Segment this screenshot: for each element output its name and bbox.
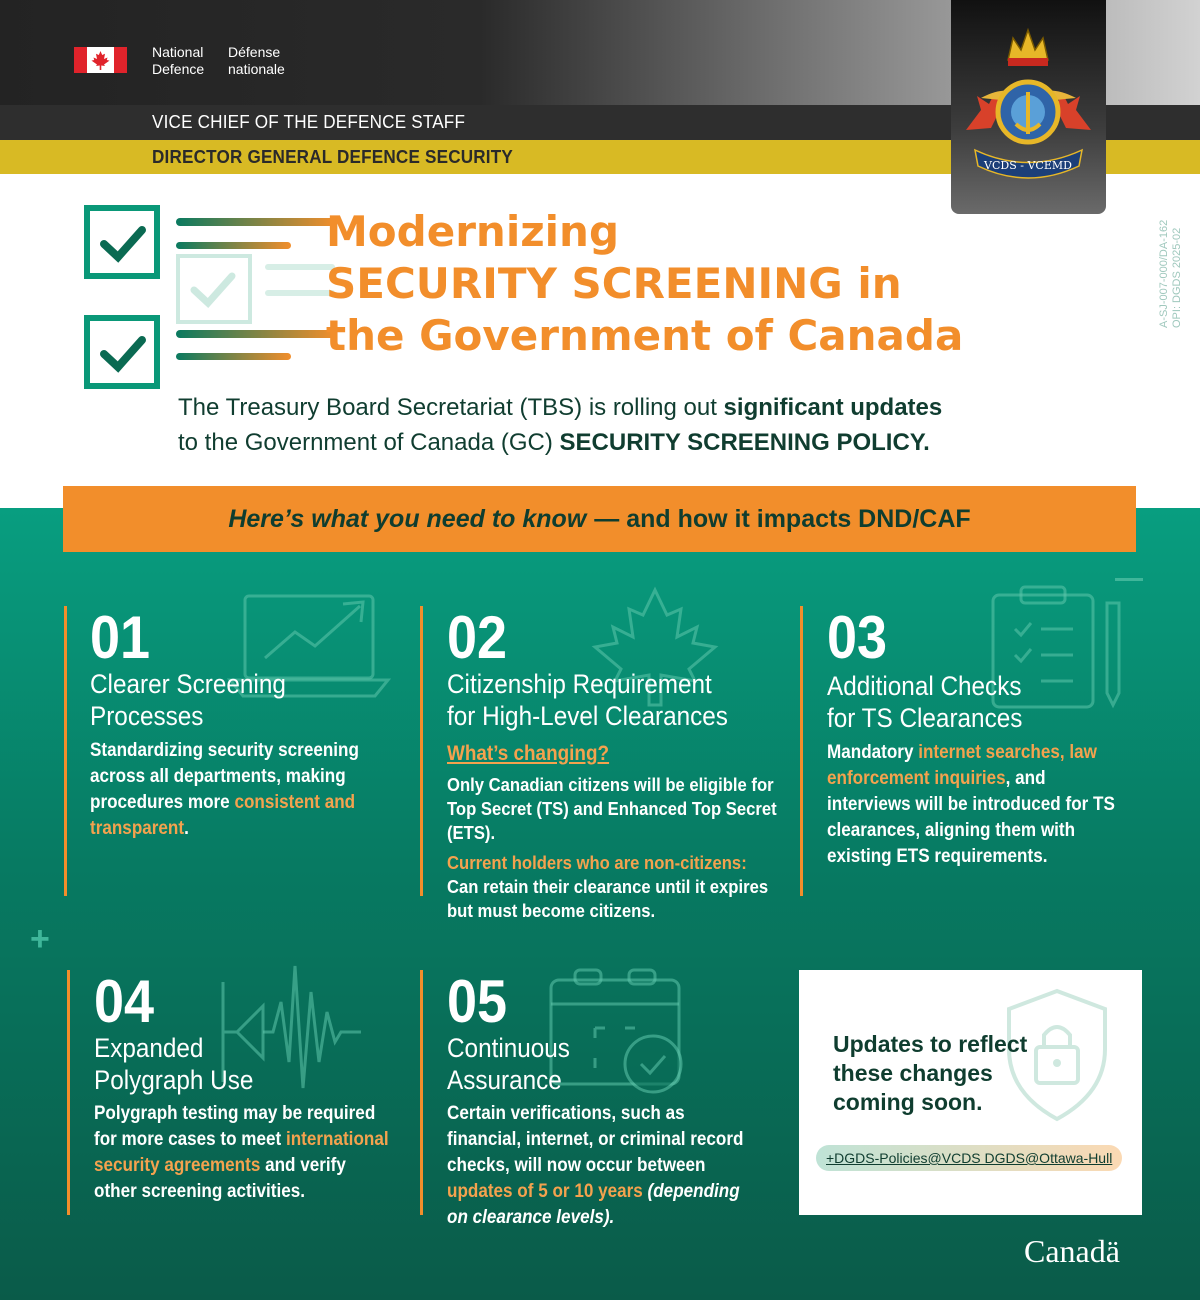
section-01-number: 01	[90, 604, 151, 671]
dash-decoration-icon	[1115, 578, 1143, 581]
section-03-heading: Additional Checks for TS Clearances	[827, 671, 1023, 733]
section-04-bar	[67, 970, 70, 1215]
dept-name-en: National Defence	[152, 44, 205, 77]
section-03-number: 03	[827, 604, 888, 671]
section-03-bar	[800, 606, 803, 896]
section-04-number: 04	[94, 968, 155, 1035]
section-02-heading: Citizenship Requirement for High-Level Clearances	[447, 669, 728, 731]
section-03-body: Mandatory internet searches, law enforcement inquiries, and interviews will be introduced for TS clearances, aligning them with existing ETS requirements.	[827, 742, 1115, 867]
emblem-motto: VCDS - VCEMD	[984, 159, 1072, 172]
section-04-body: Polygraph testing may be required for more cases to meet international security agreements and verify other screening activities.	[94, 1103, 389, 1202]
vcds-badge-icon	[951, 0, 1106, 214]
document-reference: A-SJ-007-000/DA-162 OPI: DGDS 2025-02	[1158, 219, 1183, 328]
section-01-body: Standardizing security screening across all departments, making procedures more consistent and transparent.	[90, 740, 359, 839]
vcds-label: VICE CHIEF OF THE DEFENCE STAFF	[152, 112, 466, 132]
updates-message: Updates to reflect these changes coming soon.	[833, 1031, 1028, 1115]
section-02-subhead: What’s changing?	[447, 742, 610, 765]
key-info-banner: Here’s what you need to know — and how it impacts DND/CAF	[63, 486, 1136, 552]
vcds-emblem	[951, 0, 1106, 214]
checklist-illustration	[80, 200, 340, 395]
canada-flag-icon	[74, 47, 127, 73]
page-title: Modernizing SECURITY SCREENING in the Government of Canada	[326, 207, 964, 360]
section-05-number: 05	[447, 968, 508, 1035]
section-04-heading: Expanded Polygraph Use	[94, 1033, 254, 1095]
dept-name-fr: Défense nationale	[228, 44, 285, 77]
section-02-number: 02	[447, 604, 508, 671]
plus-decoration-icon: +	[30, 920, 50, 958]
section-05-body: Certain verifications, such as financial, internet, or criminal record checks, will now occur between updates of 5 or 10 years (depending on clearance levels).	[447, 1103, 744, 1228]
section-02-body: Only Canadian citizens will be eligible for Top Secret (TS) and Enhanced Top Secret (ETS). Current holders who are non-citizens: Can retain their clearance until it expires but must become citizens.	[447, 774, 777, 921]
canada-wordmark: Canadä	[1024, 1233, 1120, 1269]
section-05-bar	[420, 970, 423, 1215]
contact-email-link[interactable]: +DGDS-Policies@VCDS DGDS@Ottawa-Hull	[816, 1145, 1122, 1171]
section-01-bar	[64, 606, 67, 896]
section-02-bar	[420, 606, 423, 896]
section-01-heading: Clearer Screening Processes	[90, 669, 286, 731]
section-05-heading: Continuous Assurance	[447, 1033, 570, 1095]
dgds-label: DIRECTOR GENERAL DEFENCE SECURITY	[152, 147, 513, 167]
intro-text: The Treasury Board Secretariat (TBS) is rolling out significant updates to the Government of Canada (GC) SECURITY SCREENING POLICY.	[178, 394, 943, 456]
